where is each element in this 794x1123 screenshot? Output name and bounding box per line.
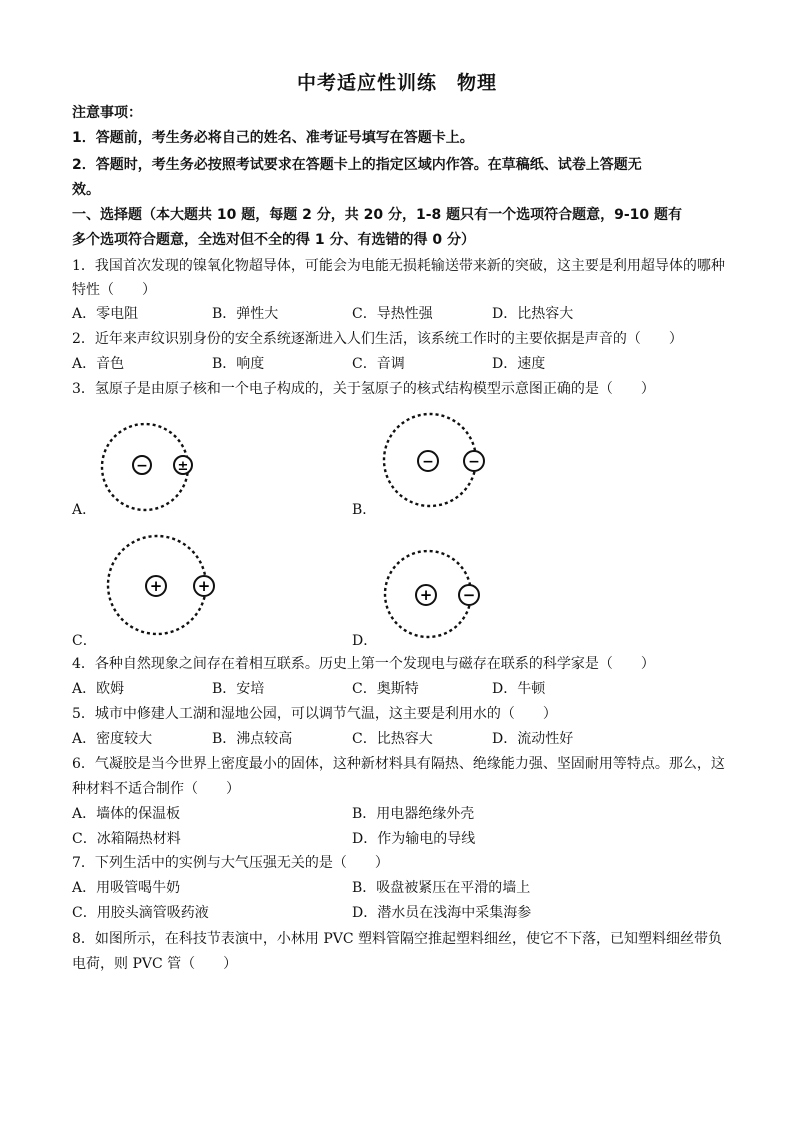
question-2-option-c[interactable]: C．音调 <box>352 356 405 372</box>
notice-item-2-line-2: 效。 <box>72 182 100 198</box>
question-1-stem-line-2: 特性（ ） <box>72 282 156 298</box>
question-4-options <box>72 679 732 699</box>
atom-diagram-d <box>383 547 481 641</box>
question-7-option-d[interactable]: D．潜水员在浅海中采集海参 <box>352 905 532 921</box>
question-1-stem-line-1: 1．我国首次发现的镍氧化物超导体，可能会为电能无损耗输送带来新的突破，这主要是利用超导体的哪种 <box>72 258 725 274</box>
question-6-option-c[interactable]: C．冰箱隔热材料 <box>72 831 181 847</box>
question-3-option-c[interactable]: C． <box>72 633 97 649</box>
atom-d-particle-1: + <box>419 586 433 604</box>
question-7-option-b[interactable]: B．吸盘被紧压在平滑的墙上 <box>352 880 531 896</box>
atom-d-particle-2: − <box>462 586 476 604</box>
question-8-stem-line-2: 电荷，则 PVC 管（ ） <box>72 956 238 972</box>
notice-heading: 注意事项： <box>72 105 142 121</box>
question-4-option-b[interactable]: B．安培 <box>212 681 265 697</box>
question-1-option-b[interactable]: B．弹性大 <box>212 306 279 322</box>
question-7-stem: 7．下列生活中的实例与大气压强无关的是（ ） <box>72 855 389 871</box>
atom-a-particle-2: ± <box>177 459 189 474</box>
question-6-options-row-1 <box>72 804 732 824</box>
page-title: 中考适应性训练 物理 <box>296 72 497 94</box>
question-1-option-c[interactable]: C．导热性强 <box>352 306 433 322</box>
question-5-option-b[interactable]: B．沸点较高 <box>212 731 293 747</box>
atom-c-particle-1: + <box>149 577 163 595</box>
question-1-option-a[interactable]: A．零电阻 <box>72 306 139 322</box>
question-6-stem-line-1: 6．气凝胶是当今世界上密度最小的固体，这种新材料具有隔热、绝缘能力强、坚固耐用等特点。那么，这 <box>72 756 725 772</box>
question-7-option-c[interactable]: C．用胶头滴管吸药液 <box>72 905 209 921</box>
atom-b-particle-1: − <box>422 454 434 470</box>
question-2-option-d[interactable]: D．速度 <box>492 356 546 372</box>
question-2-option-b[interactable]: B．响度 <box>212 356 265 372</box>
question-7-options-row-1 <box>72 878 732 898</box>
question-8-stem-line-1: 8．如图所示，在科技节表演中，小林用 PVC 塑料管隔空推起塑料细丝，使它不下落，已知塑料细丝带负 <box>72 931 723 947</box>
question-2-stem: 2．近年来声纹识别身份的安全系统逐渐进入人们生活，该系统工作时的主要依据是声音的（ ） <box>72 331 683 347</box>
question-1-option-d[interactable]: D．比热容大 <box>492 306 574 322</box>
notice-item-2-line-1: 2．答题时，考生务必按照考试要求在答题卡上的指定区域内作答。在草稿纸、试卷上答题无 <box>72 157 642 173</box>
question-2-option-a[interactable]: A．音色 <box>72 356 125 372</box>
atom-diagram-b <box>382 410 482 510</box>
question-3-option-a[interactable]: A． <box>72 502 97 518</box>
question-2-options <box>72 354 732 374</box>
atom-diagram-a <box>100 420 190 514</box>
question-7-option-a[interactable]: A．用吸管喝牛奶 <box>72 880 181 896</box>
question-6-option-b[interactable]: B．用电器绝缘外壳 <box>352 806 475 822</box>
section-1-header-line-2: 多个选项符合题意，全选对但不全的得 1 分、有选错的得 0 分） <box>72 232 475 248</box>
question-5-stem: 5．城市中修建人工湖和湿地公园，可以调节气温，这主要是利用水的（ ） <box>72 706 557 722</box>
question-1-options <box>72 304 732 324</box>
question-4-stem: 4．各种自然现象之间存在着相互联系。历史上第一个发现电与磁存在联系的科学家是（ ） <box>72 656 655 672</box>
atom-c-particle-2: + <box>197 577 211 595</box>
question-5-option-a[interactable]: A．密度较大 <box>72 731 153 747</box>
question-4-option-c[interactable]: C．奥斯特 <box>352 681 419 697</box>
question-6-options-row-2 <box>72 829 732 849</box>
notice-item-1: 1．答题前，考生务必将自己的姓名、准考证号填写在答题卡上。 <box>72 130 474 146</box>
atom-b-particle-2: − <box>468 454 480 470</box>
question-3-option-d[interactable]: D． <box>352 633 378 649</box>
question-4-option-a[interactable]: A．欧姆 <box>72 681 125 697</box>
question-6-stem-line-2: 种材料不适合制作（ ） <box>72 781 240 797</box>
question-5-options <box>72 729 732 749</box>
question-3-option-b[interactable]: B． <box>352 502 377 518</box>
atom-a-particle-1: − <box>136 458 148 474</box>
question-6-option-d[interactable]: D．作为输电的导线 <box>352 831 476 847</box>
question-4-option-d[interactable]: D．牛顿 <box>492 681 546 697</box>
atom-diagram-c <box>107 533 211 637</box>
question-3-stem: 3．氢原子是由原子核和一个电子构成的，关于氢原子的核式结构模型示意图正确的是（ ） <box>72 381 655 397</box>
question-5-option-d[interactable]: D．流动性好 <box>492 731 574 747</box>
question-6-option-a[interactable]: A．墙体的保温板 <box>72 806 181 822</box>
question-7-options-row-2 <box>72 903 732 923</box>
section-1-header-line-1: 一、选择题（本大题共 10 题，每题 2 分，共 20 分，1-8 题只有一个选项符合题意，9-10 题有 <box>72 207 683 223</box>
question-5-option-c[interactable]: C．比热容大 <box>352 731 433 747</box>
